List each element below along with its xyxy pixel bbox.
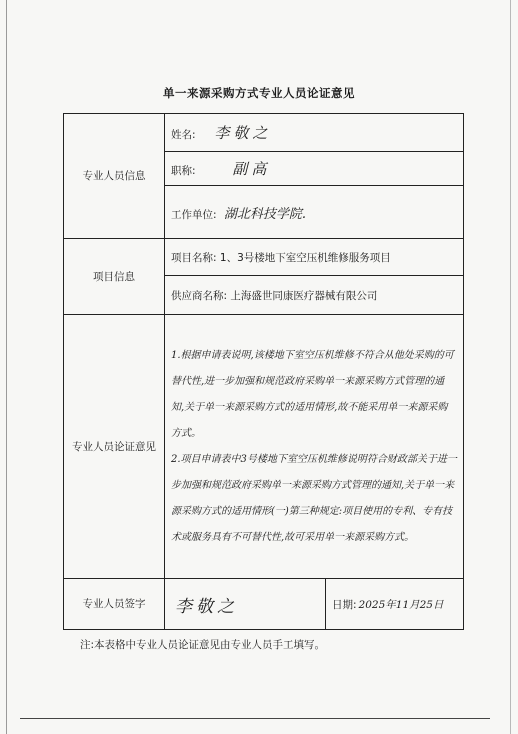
unit-label: 工作单位:	[171, 208, 217, 221]
opinion-label-text: 专业人员论证意见	[72, 440, 156, 453]
project-info-section-label	[64, 239, 165, 315]
unit-value: 湖北科技学院.	[223, 206, 307, 222]
date-value: 2025年11月25日	[358, 598, 444, 611]
date-area	[326, 579, 463, 629]
name-cell	[165, 114, 464, 152]
scan-edge-right	[510, 0, 511, 734]
expert-info-section-label	[64, 114, 165, 239]
signer-signature: 李敬之	[175, 596, 238, 617]
project-info-label-text: 项目信息	[93, 270, 135, 283]
opinion-paragraph-1: 1.根据申请表说明,该楼地下室空压机维修不符合从他处采购的可替代性,进一步加强和规范政府采购单一来源采购方式管理的通知,关于单一来源采购方式的适用情形,故不能采用单一来源采购方式。	[171, 349, 454, 439]
bottom-rule	[20, 718, 490, 719]
project-name-cell	[165, 239, 464, 276]
unit-cell	[165, 186, 464, 239]
expert-info-label-text: 专业人员信息	[82, 170, 146, 182]
signature-area	[165, 579, 326, 629]
project-name-value: 1、3号楼地下室空压机维修服务项目	[219, 251, 391, 264]
supplier-cell	[165, 276, 464, 315]
name-label: 姓名:	[171, 129, 196, 141]
opinion-section-label	[64, 315, 165, 579]
signature-cell	[165, 579, 464, 630]
signature-section-label	[64, 579, 165, 630]
document-title: 单一来源采购方式专业人员论证意见	[163, 86, 355, 100]
project-name-label: 项目名称:	[171, 251, 217, 264]
supplier-label: 供应商名称:	[171, 289, 228, 302]
footer-note: 注:本表格中专业人员论证意见由专业人员手工填写。	[80, 639, 326, 651]
scan-edge-left	[6, 0, 7, 734]
title-value: 副高	[232, 160, 271, 178]
title-cell	[165, 152, 464, 186]
signature-label-text: 专业人员签字	[82, 598, 146, 610]
title-label: 职称:	[171, 165, 196, 177]
opinion-paragraph-2: 2.项目申请表中3号楼地下室空压机维修说明符合财政部关于进一步加强和规范政府采购单一来源采购方式管理的通知,关于单一来源采购方式的适用情形(一)第三种规定:项目使用的专利、专有技术或服务具有不可替代性,故可采用单一来源采购方式。	[171, 453, 457, 543]
opinion-cell	[165, 315, 464, 579]
date-label: 日期:	[332, 598, 357, 611]
opinion-form-table	[63, 113, 464, 630]
name-value: 李敬之	[214, 124, 272, 142]
supplier-value: 上海盛世同康医疗器械有限公司	[230, 289, 378, 302]
